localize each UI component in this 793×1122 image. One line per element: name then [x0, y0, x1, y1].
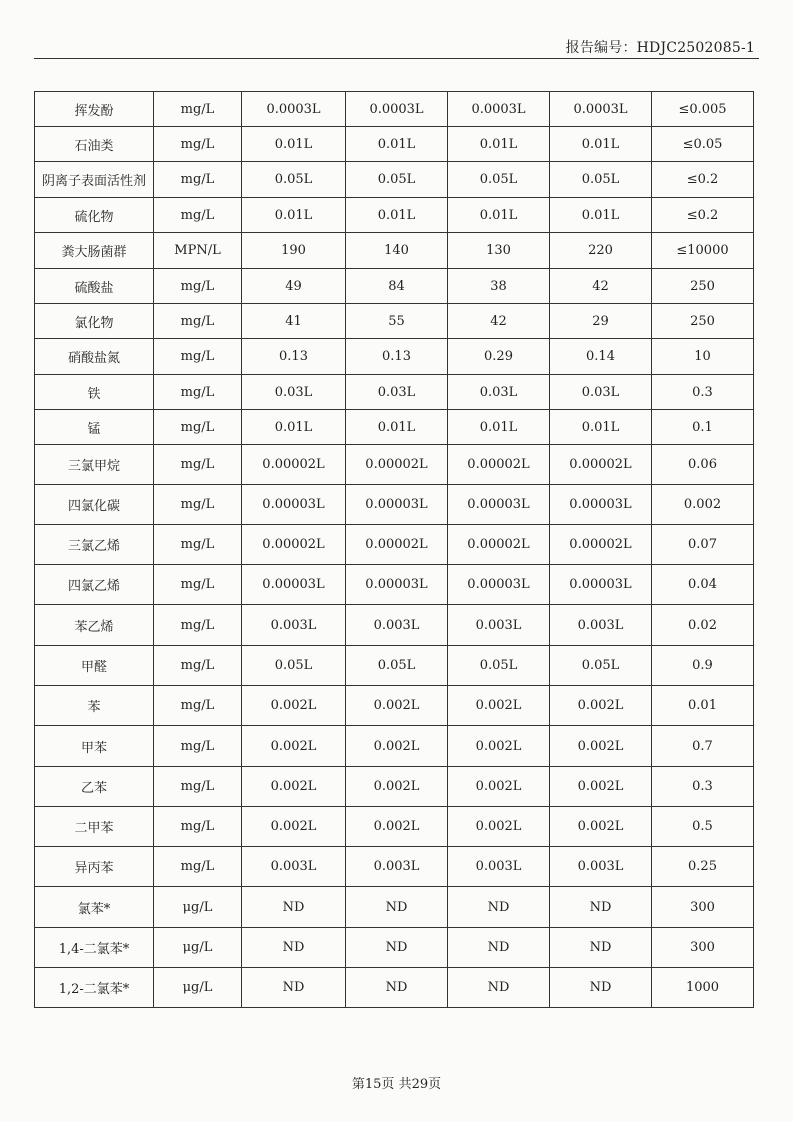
sample-2-value: 0.13: [346, 339, 448, 375]
sample-1-value: 41: [242, 304, 346, 339]
standard-limit: 250: [652, 304, 754, 339]
standard-limit: 0.06: [652, 445, 754, 485]
sample-3-value: 130: [448, 233, 550, 269]
sample-1-value: 0.002L: [242, 807, 346, 847]
sample-4-value: 0.00003L: [550, 565, 652, 605]
sample-3-value: 0.01L: [448, 127, 550, 162]
standard-limit: 250: [652, 269, 754, 304]
unit: mg/L: [154, 445, 242, 485]
sample-3-value: 0.002L: [448, 807, 550, 847]
sample-3-value: 0.00002L: [448, 445, 550, 485]
sample-1-value: 0.00002L: [242, 525, 346, 565]
sample-3-value: 0.00003L: [448, 485, 550, 525]
sample-1-value: 49: [242, 269, 346, 304]
page-footer: 第15页 共29页: [351, 1077, 442, 1092]
unit: mg/L: [154, 646, 242, 686]
sample-3-value: ND: [448, 928, 550, 968]
sample-2-value: 0.01L: [346, 410, 448, 445]
unit: mg/L: [154, 375, 242, 410]
header-rule: [34, 58, 759, 59]
sample-2-value: 0.003L: [346, 847, 448, 887]
table-row: [35, 233, 754, 269]
parameter-name: 挥发酚: [35, 92, 154, 127]
parameter-name: 铁: [35, 375, 154, 410]
sample-2-value: 0.03L: [346, 375, 448, 410]
table-row: [35, 887, 754, 928]
standard-limit: 0.04: [652, 565, 754, 605]
parameter-name: 1,2-二氯苯*: [35, 968, 154, 1008]
sample-2-value: 0.00002L: [346, 445, 448, 485]
sample-1-value: 0.003L: [242, 605, 346, 646]
sample-4-value: 0.03L: [550, 375, 652, 410]
sample-2-value: 0.01L: [346, 127, 448, 162]
sample-3-value: 0.29: [448, 339, 550, 375]
standard-limit: 0.5: [652, 807, 754, 847]
sample-4-value: 0.01L: [550, 410, 652, 445]
standard-limit: ≤0.2: [652, 198, 754, 233]
unit: mg/L: [154, 767, 242, 807]
sample-2-value: 140: [346, 233, 448, 269]
sample-2-value: 0.05L: [346, 162, 448, 198]
results-table-body: [35, 92, 754, 1008]
unit: μg/L: [154, 968, 242, 1008]
parameter-name: 异丙苯: [35, 847, 154, 887]
unit: mg/L: [154, 565, 242, 605]
standard-limit: 1000: [652, 968, 754, 1008]
report-number: 报告编号：HDJC2502085-1: [565, 40, 755, 56]
sample-3-value: 0.01L: [448, 198, 550, 233]
table-row: [35, 410, 754, 445]
standard-limit: 300: [652, 887, 754, 928]
sample-3-value: 0.0003L: [448, 92, 550, 127]
sample-2-value: 55: [346, 304, 448, 339]
table-row: [35, 375, 754, 410]
unit: mg/L: [154, 726, 242, 767]
sample-4-value: 0.003L: [550, 605, 652, 646]
table-row: [35, 605, 754, 646]
sample-4-value: 29: [550, 304, 652, 339]
standard-limit: 0.01: [652, 686, 754, 726]
standard-limit: ≤0.005: [652, 92, 754, 127]
unit: mg/L: [154, 339, 242, 375]
parameter-name: 锰: [35, 410, 154, 445]
parameter-name: 甲苯: [35, 726, 154, 767]
parameter-name: 二甲苯: [35, 807, 154, 847]
standard-limit: 0.25: [652, 847, 754, 887]
sample-1-value: 0.03L: [242, 375, 346, 410]
sample-3-value: 0.00003L: [448, 565, 550, 605]
unit: mg/L: [154, 162, 242, 198]
sample-2-value: ND: [346, 887, 448, 928]
standard-limit: 0.3: [652, 767, 754, 807]
standard-limit: 0.07: [652, 525, 754, 565]
unit: mg/L: [154, 198, 242, 233]
sample-2-value: 0.01L: [346, 198, 448, 233]
parameter-name: 苯: [35, 686, 154, 726]
sample-4-value: 0.002L: [550, 686, 652, 726]
table-row: [35, 646, 754, 686]
sample-2-value: 0.00002L: [346, 525, 448, 565]
unit: mg/L: [154, 807, 242, 847]
parameter-name: 硫化物: [35, 198, 154, 233]
unit: mg/L: [154, 605, 242, 646]
unit: MPN/L: [154, 233, 242, 269]
sample-1-value: 0.002L: [242, 767, 346, 807]
unit: mg/L: [154, 847, 242, 887]
unit: μg/L: [154, 928, 242, 968]
results-table: [34, 91, 754, 1008]
table-row: [35, 767, 754, 807]
sample-4-value: 0.002L: [550, 726, 652, 767]
sample-1-value: 0.0003L: [242, 92, 346, 127]
sample-1-value: 0.00003L: [242, 485, 346, 525]
sample-3-value: 0.003L: [448, 847, 550, 887]
sample-1-value: 0.00003L: [242, 565, 346, 605]
table-row: [35, 686, 754, 726]
table-row: [35, 162, 754, 198]
sample-3-value: 0.002L: [448, 767, 550, 807]
sample-3-value: 0.05L: [448, 646, 550, 686]
table-row: [35, 445, 754, 485]
sample-1-value: 0.05L: [242, 646, 346, 686]
sample-1-value: ND: [242, 928, 346, 968]
parameter-name: 苯乙烯: [35, 605, 154, 646]
unit: mg/L: [154, 269, 242, 304]
table-row: [35, 565, 754, 605]
sample-3-value: ND: [448, 887, 550, 928]
table-row: [35, 928, 754, 968]
table-row: [35, 269, 754, 304]
standard-limit: ≤10000: [652, 233, 754, 269]
parameter-name: 四氯化碳: [35, 485, 154, 525]
sample-3-value: 0.05L: [448, 162, 550, 198]
sample-1-value: 0.01L: [242, 410, 346, 445]
unit: mg/L: [154, 304, 242, 339]
table-row: [35, 525, 754, 565]
standard-limit: ≤0.05: [652, 127, 754, 162]
sample-4-value: 0.14: [550, 339, 652, 375]
table-row: [35, 726, 754, 767]
parameter-name: 硫酸盐: [35, 269, 154, 304]
sample-4-value: ND: [550, 887, 652, 928]
unit: mg/L: [154, 686, 242, 726]
sample-3-value: 0.003L: [448, 605, 550, 646]
sample-4-value: 0.00002L: [550, 525, 652, 565]
table-row: [35, 198, 754, 233]
sample-1-value: 0.002L: [242, 686, 346, 726]
table-row: [35, 127, 754, 162]
unit: mg/L: [154, 92, 242, 127]
sample-4-value: 0.00003L: [550, 485, 652, 525]
sample-3-value: ND: [448, 968, 550, 1008]
sample-1-value: ND: [242, 968, 346, 1008]
sample-2-value: ND: [346, 928, 448, 968]
sample-3-value: 0.002L: [448, 686, 550, 726]
table-row: [35, 304, 754, 339]
sample-1-value: 0.002L: [242, 726, 346, 767]
parameter-name: 氯化物: [35, 304, 154, 339]
sample-4-value: ND: [550, 928, 652, 968]
standard-limit: 10: [652, 339, 754, 375]
sample-2-value: 0.002L: [346, 807, 448, 847]
sample-2-value: ND: [346, 968, 448, 1008]
sample-4-value: 0.002L: [550, 767, 652, 807]
sample-1-value: 190: [242, 233, 346, 269]
table-row: [35, 807, 754, 847]
sample-4-value: 0.01L: [550, 127, 652, 162]
standard-limit: 0.3: [652, 375, 754, 410]
unit: mg/L: [154, 127, 242, 162]
parameter-name: 阴离子表面活性剂: [35, 162, 154, 198]
sample-4-value: 0.05L: [550, 646, 652, 686]
sample-1-value: 0.00002L: [242, 445, 346, 485]
sample-4-value: ND: [550, 968, 652, 1008]
standard-limit: 300: [652, 928, 754, 968]
sample-3-value: 0.01L: [448, 410, 550, 445]
sample-2-value: 0.00003L: [346, 485, 448, 525]
sample-4-value: 0.0003L: [550, 92, 652, 127]
unit: mg/L: [154, 410, 242, 445]
table-row: [35, 339, 754, 375]
standard-limit: 0.002: [652, 485, 754, 525]
sample-2-value: 0.003L: [346, 605, 448, 646]
parameter-name: 三氯甲烷: [35, 445, 154, 485]
sample-1-value: 0.01L: [242, 198, 346, 233]
sample-2-value: 0.002L: [346, 686, 448, 726]
sample-3-value: 0.002L: [448, 726, 550, 767]
parameter-name: 三氯乙烯: [35, 525, 154, 565]
sample-2-value: 0.002L: [346, 767, 448, 807]
parameter-name: 石油类: [35, 127, 154, 162]
sample-1-value: ND: [242, 887, 346, 928]
unit: mg/L: [154, 525, 242, 565]
sample-4-value: 0.00002L: [550, 445, 652, 485]
table-row: [35, 968, 754, 1008]
sample-2-value: 0.002L: [346, 726, 448, 767]
sample-1-value: 0.05L: [242, 162, 346, 198]
sample-4-value: 0.01L: [550, 198, 652, 233]
sample-3-value: 38: [448, 269, 550, 304]
sample-1-value: 0.13: [242, 339, 346, 375]
unit: mg/L: [154, 485, 242, 525]
sample-3-value: 0.03L: [448, 375, 550, 410]
parameter-name: 粪大肠菌群: [35, 233, 154, 269]
sample-3-value: 0.00002L: [448, 525, 550, 565]
sample-4-value: 42: [550, 269, 652, 304]
sample-2-value: 0.0003L: [346, 92, 448, 127]
sample-2-value: 84: [346, 269, 448, 304]
sample-4-value: 0.002L: [550, 807, 652, 847]
sample-1-value: 0.003L: [242, 847, 346, 887]
standard-limit: 0.02: [652, 605, 754, 646]
parameter-name: 四氯乙烯: [35, 565, 154, 605]
parameter-name: 氯苯*: [35, 887, 154, 928]
sample-1-value: 0.01L: [242, 127, 346, 162]
table-row: [35, 485, 754, 525]
standard-limit: 0.1: [652, 410, 754, 445]
sample-3-value: 42: [448, 304, 550, 339]
table-row: [35, 92, 754, 127]
parameter-name: 乙苯: [35, 767, 154, 807]
standard-limit: 0.7: [652, 726, 754, 767]
parameter-name: 甲醛: [35, 646, 154, 686]
sample-4-value: 0.05L: [550, 162, 652, 198]
sample-2-value: 0.05L: [346, 646, 448, 686]
sample-4-value: 220: [550, 233, 652, 269]
standard-limit: ≤0.2: [652, 162, 754, 198]
standard-limit: 0.9: [652, 646, 754, 686]
parameter-name: 1,4-二氯苯*: [35, 928, 154, 968]
sample-4-value: 0.003L: [550, 847, 652, 887]
parameter-name: 硝酸盐氮: [35, 339, 154, 375]
sample-2-value: 0.00003L: [346, 565, 448, 605]
unit: μg/L: [154, 887, 242, 928]
table-row: [35, 847, 754, 887]
